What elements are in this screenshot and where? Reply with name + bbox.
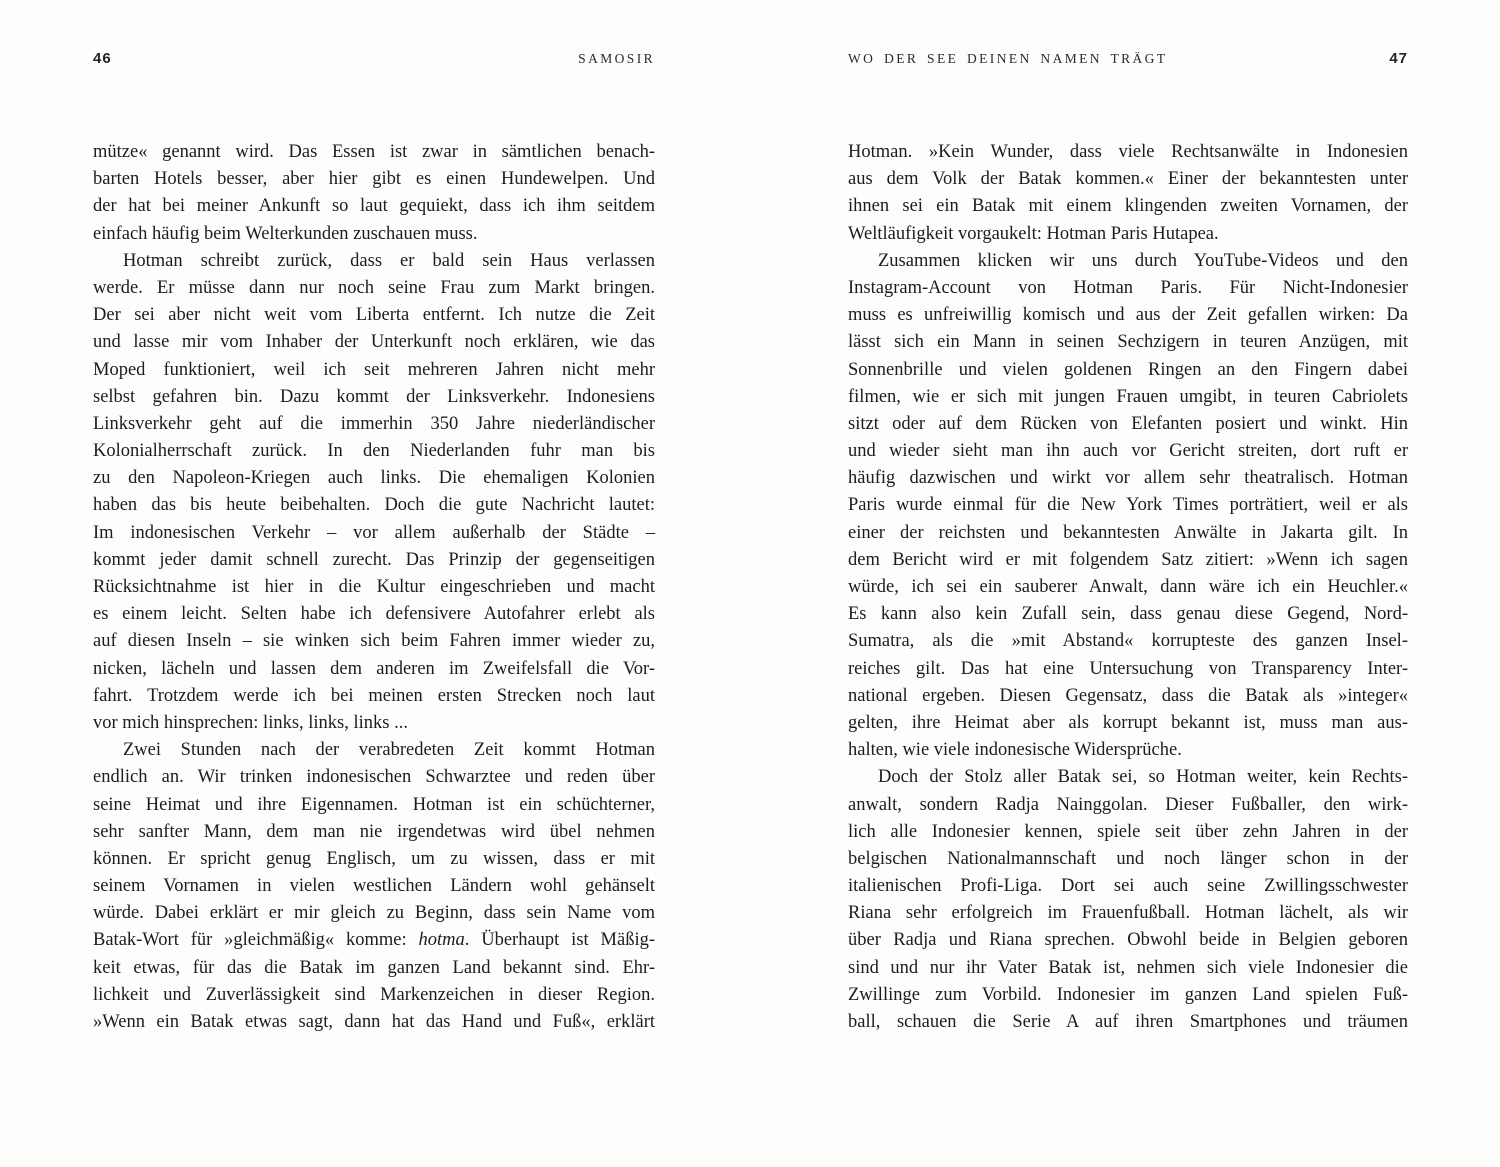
text-line: Im indonesischen Verkehr – vor allem außerhalb der Städte – [93, 522, 655, 543]
text-line: nicken, lächeln und lassen dem anderen im Zweifelsfall die Vor- [93, 658, 655, 679]
text-line: »Wenn ein Batak etwas sagt, dann hat das Hand und Fuß«, erklärt [93, 1012, 655, 1032]
text-line: muss es unfreiwillig komisch und aus der Zeit gefallen wirken: Da [848, 305, 1408, 326]
running-head: WO DER SEE DEINEN NAMEN TRÄGT [848, 51, 1168, 66]
text-line: filmen, wie er sich mit jungen Frauen umgibt, in teuren Cabriolets [848, 386, 1408, 407]
text-line: gelten, ihre Heimat aber als korrupt bekannt ist, muss man aus- [848, 712, 1408, 733]
text-line: Batak-Wort für »gleichmäßig« komme: hotma. Überhaupt ist Mäßig- [93, 930, 655, 951]
text-line: Hotman schreibt zurück, dass er bald sein Haus verlassen [123, 250, 655, 271]
text-line: selbst gefahren bin. Dazu kommt der Linksverkehr. Indonesiens [93, 386, 655, 407]
text-line: vor mich hinsprechen: links, links, links ... [93, 712, 408, 733]
text-line: Linksverkehr geht auf die immerhin 350 Jahre niederländischer [93, 413, 655, 434]
left-page-header [93, 50, 655, 67]
text-line: reiches gilt. Das hat eine Untersuchung von Transparency Inter- [848, 658, 1408, 679]
text-line: keit etwas, für das die Batak im ganzen Land bekannt sind. Ehr- [93, 957, 655, 978]
text-line: Weltläufigkeit vorgaukelt: Hotman Paris Hutapea. [848, 223, 1219, 244]
text-line: mütze« genannt wird. Das Essen ist zwar in sämtlichen benach- [93, 142, 655, 162]
text-line: ball, schauen die Serie A auf ihren Smartphones und träumen [848, 1012, 1408, 1032]
text-line: barten Hotels besser, aber hier gibt es einen Hundewelpen. Und [93, 169, 655, 190]
text-line: und wieder sieht man ihn auch vor Gericht streiten, dort ruft er [848, 441, 1408, 462]
text-line: Zusammen klicken wir uns durch YouTube-Videos und den [878, 250, 1408, 271]
text-line: seine Heimat und ihre Eigennamen. Hotman ist ein schüchterner, [93, 794, 655, 815]
text-line: häufig dazwischen und wirkt vor allem sehr theatralisch. Hotman [848, 468, 1408, 489]
text-line: Sumatra, als die »mit Abstand« korrupteste des ganzen Insel- [848, 631, 1408, 652]
text-line: einer der reichsten und bekanntesten Anwälte in Jakarta gilt. In [848, 522, 1408, 543]
text-line: Instagram-Account von Hotman Paris. Für Nicht-Indonesier [848, 277, 1408, 298]
text-line: Paris wurde einmal für die New York Times porträtiert, weil er als [848, 495, 1408, 516]
text-line: national ergeben. Diesen Gegensatz, dass die Batak als »integer« [848, 685, 1408, 706]
text-line: der hat bei meiner Ankunft so laut gequiekt, dass ich ihm seitdem [93, 196, 655, 217]
text-line: zu den Napoleon-Kriegen auch links. Die ehemaligen Kolonien [93, 468, 655, 489]
text-line: Riana sehr erfolgreich im Frauenfußball. Hotman lächelt, als wir [848, 903, 1408, 924]
text-line: Zwillinge zum Vorbild. Indonesier im ganzen Land spielen Fuß- [848, 984, 1408, 1005]
text-line: werde. Er müsse dann nur noch seine Frau zum Markt bringen. [93, 277, 655, 298]
body-text [848, 139, 1408, 1036]
text-line: halten, wie viele indonesische Widersprüche. [848, 740, 1182, 761]
right-page-header [848, 50, 1408, 67]
text-line: einfach häufig beim Welterkunden zuschauen muss. [93, 223, 478, 244]
text-line: Der sei aber nicht weit vom Liberta entfernt. Ich nutze die Zeit [93, 305, 655, 326]
text-line: aus dem Volk der Batak kommen.« Einer der bekanntesten unter [848, 169, 1408, 190]
text-line: seinem Vornamen in vielen westlichen Ländern wohl gehänselt [93, 876, 655, 897]
right-page [750, 0, 1500, 1167]
page-number: 47 [1389, 50, 1408, 67]
page-number: 46 [93, 50, 112, 67]
text-line: Sonnenbrille und vielen goldenen Ringen an den Fingern dabei [848, 359, 1408, 380]
text-line: kommt jeder damit schnell zurecht. Das Prinzip der gegenseitigen [93, 549, 655, 570]
text-line: belgischen Nationalmannschaft und noch länger schon in der [848, 848, 1408, 869]
text-line: Es kann also kein Zufall sein, dass genau diese Gegend, Nord- [848, 604, 1408, 625]
text-line: sind und nur ihr Vater Batak ist, nehmen sich viele Indonesier die [848, 957, 1408, 978]
text-line: es einem leicht. Selten habe ich defensivere Autofahrer erlebt als [93, 604, 655, 625]
text-line: lichkeit und Zuverlässigkeit sind Markenzeichen in dieser Region. [93, 984, 655, 1005]
body-text [93, 139, 655, 1036]
text-line: haben das bis heute beibehalten. Doch die gute Nachricht lautet: [93, 495, 655, 516]
text-line: endlich an. Wir trinken indonesischen Schwarztee und reden über [93, 767, 655, 788]
running-head: SAMOSIR [578, 51, 655, 66]
text-line: können. Er spricht genug Englisch, um zu wissen, dass er mit [93, 848, 655, 869]
text-line: würde, ich sei ein sauberer Anwalt, dann wäre ich ein Heuchler.« [848, 577, 1408, 597]
text-line: italienischen Profi-Liga. Dort sei auch seine Zwillingsschwester [848, 876, 1408, 897]
text-line: auf diesen Inseln – sie winken sich beim Fahren immer wieder zu, [93, 631, 655, 652]
text-line: Kolonialherrschaft zurück. In den Niederlanden fuhr man bis [93, 441, 655, 462]
text-line: und lasse mir vom Inhaber der Unterkunft noch erklären, wie das [93, 332, 655, 353]
text-line: Rücksichtnahme ist hier in die Kultur eingeschrieben und macht [93, 577, 655, 597]
text-line: Doch der Stolz aller Batak sei, so Hotman weiter, kein Rechts- [878, 767, 1408, 788]
text-line: sehr sanfter Mann, dem man nie irgendetwas wird übel nehmen [93, 821, 655, 842]
text-line: anwalt, sondern Radja Nainggolan. Dieser Fußballer, den wirk- [848, 794, 1408, 815]
text-line: Zwei Stunden nach der verabredeten Zeit kommt Hotman [123, 740, 655, 761]
text-line: sitzt oder auf dem Rücken von Elefanten posiert und winkt. Hin [848, 413, 1408, 434]
text-line: lässt sich ein Mann in seinen Sechzigern in teuren Anzügen, mit [848, 332, 1408, 353]
text-line: lich alle Indonesier kennen, spiele seit über zehn Jahren in der [848, 821, 1408, 842]
text-line: fahrt. Trotzdem werde ich bei meinen ersten Strecken noch laut [93, 685, 655, 706]
text-line: ihnen sei ein Batak mit einem klingenden zweiten Vornamen, der [848, 196, 1408, 217]
text-line: dem Bericht wird er mit folgendem Satz zitiert: »Wenn ich sagen [848, 549, 1408, 570]
text-line: würde. Dabei erklärt er mir gleich zu Beginn, dass sein Name vom [93, 903, 655, 924]
text-line: Moped funktioniert, weil ich seit mehreren Jahren nicht mehr [93, 359, 655, 380]
text-line: Hotman. »Kein Wunder, dass viele Rechtsanwälte in Indonesien [848, 142, 1408, 162]
text-line: über Radja und Riana sprechen. Obwohl beide in Belgien geboren [848, 930, 1408, 951]
